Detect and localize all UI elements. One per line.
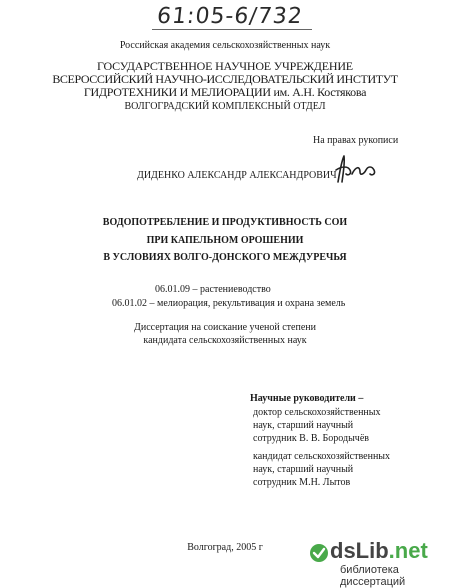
- rights-note: На правах рукописи: [313, 135, 399, 146]
- dslib-logo-main: dsLib: [330, 538, 389, 563]
- dslib-watermark[interactable]: [300, 538, 448, 588]
- signature-icon: [332, 152, 380, 188]
- dslib-logo-text: [330, 538, 428, 564]
- city-year: Волгоград, 2005 г: [187, 542, 263, 553]
- supervisor-1-line-1: доктор сельскохозяйственных: [253, 407, 381, 418]
- title-line-3: В УСЛОВИЯХ ВОЛГО-ДОНСКОГО МЕЖДУРЕЧЬЯ: [103, 252, 347, 263]
- title-line-2: ПРИ КАПЕЛЬНОМ ОРОШЕНИИ: [146, 235, 304, 246]
- specialty-2: 06.01.02 – мелиорация, рекультивация и охрана земель: [112, 298, 346, 309]
- author-name: ДИДЕНКО АЛЕКСАНДР АЛЕКСАНДРОВИЧ: [137, 170, 337, 181]
- supervisor-1-line-2: наук, старший научный: [253, 420, 354, 431]
- degree-line-2: кандидата сельскохозяйственных наук: [143, 335, 307, 346]
- title-line-1: ВОДОПОТРЕБЛЕНИЕ И ПРОДУКТИВНОСТЬ СОИ: [102, 217, 348, 228]
- stamp-underline: [152, 29, 312, 30]
- department-name: ВОЛГОГРАДСКИЙ КОМПЛЕКСНЫЙ ОТДЕЛ: [124, 101, 326, 112]
- dslib-logo-icon: [308, 542, 330, 564]
- supervisor-1-line-3: сотрудник В. В. Бородычёв: [253, 433, 369, 444]
- dslib-logo-tld: .net: [388, 538, 428, 563]
- supervisor-2-line-2: наук, старший научный: [253, 464, 354, 475]
- institution-line-2: ВСЕРОССИЙСКИЙ НАУЧНО-ИССЛЕДОВАТЕЛЬСКИЙ ИНСТИТУТ: [52, 72, 398, 86]
- archive-stamp-handwritten: 61:05-6/732: [155, 4, 305, 29]
- degree-line-1: Диссертация на соискание ученой степени: [134, 322, 316, 333]
- institution-line-3: ГИДРОТЕХНИКИ И МЕЛИОРАЦИИ им. А.Н. Костякова: [83, 85, 367, 99]
- dslib-subtitle: библиотека диссертаций: [340, 564, 406, 588]
- supervisors-heading: Научные руководители –: [250, 393, 364, 404]
- academy-name: Российская академия сельскохозяйственных наук: [119, 40, 331, 51]
- supervisor-2-line-3: сотрудник М.Н. Лытов: [253, 477, 351, 488]
- specialty-1: 06.01.09 – растениеводство: [155, 284, 271, 295]
- supervisor-2-line-1: кандидат сельскохозяйственных: [253, 451, 391, 462]
- institution-line-1: ГОСУДАРСТВЕННОЕ НАУЧНОЕ УЧРЕЖДЕНИЕ: [97, 59, 353, 73]
